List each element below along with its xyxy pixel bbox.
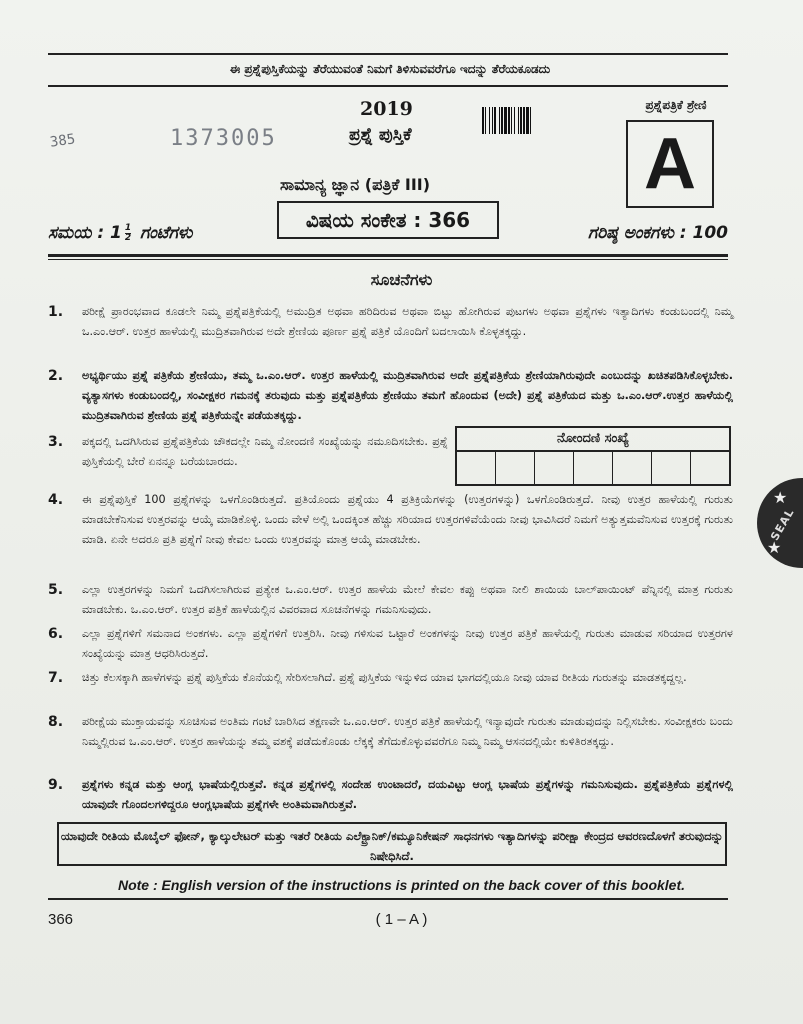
warning-rule [48,85,728,87]
question-booklet-title: ಪ್ರಶ್ನೆ ಪುಸ್ತಿಕೆ [349,125,412,145]
barcode-bar [531,107,533,134]
time-fraction: $\frac{1}{2}$ [124,222,132,243]
instruction-item: 5. ಎಲ್ಲಾ ಉತ್ತರಗಳನ್ನು ನಿಮಗೆ ಒದಗಿಸಲಾಗಿರುವ ಪ್ರತ್ಯೇಕ ಒ.ಎಂ.ಆರ್. ಉತ್ತರ ಹಾಳೆಯ ಮೇಲೆ ಕೇವಲ ಕಪ್ಪು ಅಥವಾ ನೀಲಿ ಶಾಯಿಯ ಬಾಲ್‌ಪಾಯಿಂಟ್ ಪೆನ್ನಿನಲ್ಲಿ ಮಾತ್ರ ಗುರುತು ಮಾಡಬೇಕು. ಒ.ಎಂ.ಆರ್. ಉತ್ತರ ಪತ್ರಿಕೆ ಹಾಳೆಯಲ್ಲಿನ ವಿವರವಾದ ಸೂಚನೆಗಳನ್ನು ಗಮನಿಸುವುದು. [48,582,733,616]
registration-number-box [455,426,731,486]
instruction-item: 4. ಈ ಪ್ರಶ್ನೆಪುಸ್ತಿಕೆ 100 ಪ್ರಶ್ನೆಗಳನ್ನು ಒಳಗೊಂಡಿರುತ್ತದೆ. ಪ್ರತಿಯೊಂದು ಪ್ರಶ್ನೆಯು 4 ಪ್ರತಿಕ್ರಿಯೆಗಳನ್ನು (ಉತ್ತರಗಳನ್ನು) ಒಳಗೊಂಡಿರುತ್ತದೆ. ನೀವು ಉತ್ತರ ಹಾಳೆಯಲ್ಲಿ ಗುರುತು ಮಾಡಬೇಕೆನಿಸುವ ಉತ್ತರವನ್ನು ಆಯ್ಕೆ ಮಾಡಿಕೊಳ್ಳಿ. ಒಂದು ವೇಳೆ ಅಲ್ಲಿ ಒಂದಕ್ಕಿಂತ ಹೆಚ್ಚು ಸರಿಯಾದ ಉತ್ತರಗಳಿವೆಯೆಂದು ನೀವು ಭಾವಿಸಿದರೆ ನಿಮಗೆ ಅತ್ಯುತ್ತಮವೆನಿಸುವ ಉತ್ತರಕ್ಕೆ ಗುರುತು ಮಾಡಿ. ಏನೇ ಅದರೂ ಪ್ರತಿ ಪ್ರಶ್ನೆಗೆ ನೀವು ಕೇವಲ ಒಂದು ಉತ್ತರವನ್ನು ಮಾತ್ರ ಆಯ್ಕೆ ಮಾಡಬೇಕು. [48,492,733,546]
footer-rule [48,898,728,900]
registration-cell[interactable] [652,452,691,484]
page-number: ( 1 – A ) [375,911,428,928]
instruction-item: 8. ಪರೀಕ್ಷೆಯ ಮುಕ್ತಾಯವನ್ನು ಸೂಚಿಸುವ ಅಂತಿಮ ಗಂಟೆ ಬಾರಿಸಿದ ತಕ್ಷಣವೇ ಒ.ಎಂ.ಆರ್. ಉತ್ತರ ಪತ್ರಿಕೆ ಹಾಳೆಯಲ್ಲಿ ಇನ್ಯಾವುದೇ ಗುರುತು ಮಾಡುವುದನ್ನು ನಿಲ್ಲಿಸಬೇಕು. ಸಂವೀಕ್ಷಕರು ಬಂದು ನಿಮ್ಮಲ್ಲಿರುವ ಒ.ಎಂ.ಆರ್. ಉತ್ತರ ಹಾಳೆಯನ್ನು ತಮ್ಮ ವಶಕ್ಕೆ ಪಡೆದುಕೊಂಡು ಲೆಕ್ಕಕ್ಕೆ ತೆಗೆದುಕೊಳ್ಳುವವರೆಗೂ ನಿಮ್ಮ ನಿಮ್ಮ ಆಸನದಲ್ಲಿಯೇ ಕುಳಿತಿರತಕ್ಕದ್ದು. [48,714,733,748]
instruction-item: 2. ಅಭ್ಯರ್ಥಿಯು ಪ್ರಶ್ನೆ ಪತ್ರಿಕೆಯ ಶ್ರೇಣಿಯು, ತಮ್ಮ ಒ.ಎಂ.ಆರ್. ಉತ್ತರ ಹಾಳೆಯಲ್ಲಿ ಮುದ್ರಿತವಾಗಿರುವ ಅದೇ ಪ್ರಶ್ನೆಪತ್ರಿಕೆಯ ಶ್ರೇಣಿಯಾಗಿರುವುದೇ ಎಂಬುದನ್ನು ಖಚಿತಪಡಿಸಿಕೊಳ್ಳಬೇಕು. ವ್ಯತ್ಯಾಸಗಳು ಕಂಡುಬಂದಲ್ಲಿ, ಸಂವೀಕ್ಷಕರ ಗಮನಕ್ಕೆ ತರುವುದು ಮತ್ತು ಪ್ರಶ್ನೆಪತ್ರಿಕೆಯ ಶ್ರೇಣಿಯು ತಮಗೆ ಹೊಂದುವ (ಅದೇ) ಪ್ರಶ್ನೆ ಪತ್ರಿಕೆಯದ ಮತ್ತು ಒ.ಎಂ.ಆರ್.ಉತ್ತರ ಹಾಳೆಯಲ್ಲಿ ಮುದ್ರಿತವಾಗಿರುವ ಶ್ರೇಣಿಯ ಪ್ರಶ್ನೆ ಪತ್ರಿಕೆಯನ್ನೇ ಪಡೆಯತಕ್ಕದ್ದು. [48,368,733,422]
handwritten-note: 385 [49,131,77,151]
max-marks: ಗರಿಷ್ಠ ಅಂಕಗಳು : 100 [588,223,728,243]
registration-cell[interactable] [613,452,652,484]
instruction-item: 7. ಚಿತ್ತು ಕೆಲಸಕ್ಕಾಗಿ ಹಾಳೆಗಳನ್ನು ಪ್ರಶ್ನೆ ಪುಸ್ತಿಕೆಯ ಕೊನೆಯಲ್ಲಿ ಸೇರಿಸಲಾಗಿದೆ. ಪ್ರಶ್ನೆ ಪುಸ್ತಿಕೆಯ ಇನ್ನುಳಿದ ಯಾವ ಭಾಗದಲ್ಲಿಯೂ ನೀವು ಯಾವ ರೀತಿಯ ಗುರುತನ್ನು ಮಾಡತಕ್ಕದ್ದಲ್ಲ. [48,670,687,686]
series-label: ಪ್ರಶ್ನೆಪತ್ರಿಕೆ ಶ್ರೇಣಿ [645,98,707,112]
registration-cell[interactable] [691,452,729,484]
time-prefix: ಸಮಯ : 1 [48,223,122,243]
electronic-devices-notice: ಯಾವುದೇ ರೀತಿಯ ಮೊಬೈಲ್ ಫೋನ್, ಕ್ಯಾಲ್ಕುಲೇಟರ್ ಮತ್ತು ಇತರೆ ರೀತಿಯ ಎಲೆಕ್ಟ್ರಾನಿಕ್/ಕಮ್ಯೂನಿಕೇಷನ್ ಸಾಧನಗಳು ಇತ್ಯಾದಿಗಳನ್ನು ಪರೀಕ್ಷಾ ಕೇಂದ್ರದ ಆವರಣದೊಳಗೆ ತರುವುದನ್ನು ನಿಷೇಧಿಸಿದೆ. [57,822,727,866]
booklet-number: 1373005 [170,126,277,151]
registration-cell[interactable] [574,452,613,484]
instruction-item: 1. ಪರೀಕ್ಷೆ ಪ್ರಾರಂಭವಾದ ಕೂಡಲೇ ನಿಮ್ಮ ಪ್ರಶ್ನೆಪತ್ರಿಕೆಯಲ್ಲಿ ಅಮುದ್ರಿತ ಅಥವಾ ಹರಿದಿರುವ ಅಥವಾ ಬಿಟ್ಟು ಹೋಗಿರುವ ಪುಟಗಳು ಅಥವಾ ಪ್ರಶ್ನೆಗಳು ಇತ್ಯಾದಿಗಳು ಕಂಡುಬಂದಲ್ಲಿ ನಿಮ್ಮ ಒ.ಎಂ.ಆರ್. ಉತ್ತರ ಹಾಳೆಯಲ್ಲಿ ಮುದ್ರಿತವಾಗಿರುವ ಅದೇ ಶ್ರೇಣಿಯ ಪೂರ್ಣ ಪ್ರಶ್ನೆ ಪತ್ರಿಕೆ ಯೊಂದಿಗೆ ಬದಲಾಯಿಸಿ ಕೊಳ್ಳತಕ್ಕದ್ದು. [48,304,733,338]
do-not-open-warning: ಈ ಪ್ರಶ್ನೆಪುಸ್ತಿಕೆಯನ್ನು ತೆರೆಯುವಂತೆ ನಿಮಗೆ ತಿಳಿಸುವವರೆಗೂ ಇದನ್ನು ತೆರೆಯಕೂಡದು [229,62,551,76]
top-rule [48,53,728,55]
series-letter: A [626,120,714,208]
english-version-note: Note : English version of the instructions is printed on the back cover of this booklet. [117,877,686,893]
exam-year: 2019 [360,98,413,120]
seal-sticker [757,478,803,568]
registration-title: ನೋಂದಣಿ ಸಂಖ್ಯೆ [457,428,729,452]
barcode [482,107,577,134]
footer-subject-code: 366 [48,911,74,928]
registration-cell[interactable] [457,452,496,484]
star-icon: ★ [773,488,788,507]
registration-cells [457,452,729,484]
instruction-item: 9. ಪ್ರಶ್ನೆಗಳು ಕನ್ನಡ ಮತ್ತು ಆಂಗ್ಲ ಭಾಷೆಯಲ್ಲಿರುತ್ತವೆ. ಕನ್ನಡ ಪ್ರಶ್ನೆಗಳಲ್ಲಿ ಸಂದೇಹ ಉಂಟಾದರೆ, ದಯವಿಟ್ಟು ಆಂಗ್ಲ ಭಾಷೆಯ ಪ್ರಶ್ನೆಗಳನ್ನು ಗಮನಿಸುವುದು. ಪ್ರಶ್ನೆಪತ್ರಿಕೆಯ ಪ್ರಶ್ನೆಗಳಲ್ಲಿ ಯಾವುದೇ ಗೊಂದಲಗಳಿದ್ದರೂ ಆಂಗ್ಲಭಾಷೆಯ ಪ್ರಶ್ನೆಗಳೇ ಅಂತಿಮವಾಗಿರುತ್ತವೆ. [48,777,733,811]
instruction-item: 3. ಪಕ್ಕದಲ್ಲಿ ಒದಗಿಸಿರುವ ಪ್ರಶ್ನೆಪತ್ರಿಕೆಯ ಚೌಕದಲ್ಲೇ ನಿಮ್ಮ ನೋಂದಣಿ ಸಂಖ್ಯೆಯನ್ನು ನಮೂದಿಸಬೇಕು. ಪ್ರಶ್ನೆ ಪುಸ್ತಿಕೆಯಲ್ಲಿ ಬೇರೆ ಏನನ್ನೂ ಬರೆಯಬಾರದು. [48,434,448,468]
time-allowed [48,223,192,243]
instruction-item: 6. ಎಲ್ಲಾ ಪ್ರಶ್ನೆಗಳಿಗೆ ಸಮನಾದ ಅಂಕಗಳು. ಎಲ್ಲಾ ಪ್ರಶ್ನೆಗಳಿಗೆ ಉತ್ತರಿಸಿ. ನೀವು ಗಳಿಸುವ ಒಟ್ಟಾರೆ ಅಂಕಗಳನ್ನು ನೀವು ಉತ್ತರ ಪತ್ರಿಕೆ ಹಾಳೆಯಲ್ಲಿ ಗುರುತು ಮಾಡುವ ಸರಿಯಾದ ಉತ್ತರಗಳ ಸಂಖ್ಯೆಯನ್ನು ಮಾತ್ರ ಆಧರಿಸಿರುತ್ತದೆ. [48,626,733,660]
registration-cell[interactable] [496,452,535,484]
star-icon: ★ [767,538,782,557]
registration-cell[interactable] [535,452,574,484]
subject-title: ಸಾಮಾನ್ಯ ಜ್ಞಾನ (ಪತ್ರಿಕೆ III) [280,175,431,194]
subject-code: ವಿಷಯ ಸಂಕೇತ : 366 [277,201,499,239]
instructions-title: ಸೂಚನೆಗಳು [370,270,433,289]
time-suffix: ಗಂಟೆಗಳು [140,223,193,243]
header-rule [48,254,728,257]
seal-text: SEAL [768,506,797,543]
header-rule-thin [48,259,728,260]
